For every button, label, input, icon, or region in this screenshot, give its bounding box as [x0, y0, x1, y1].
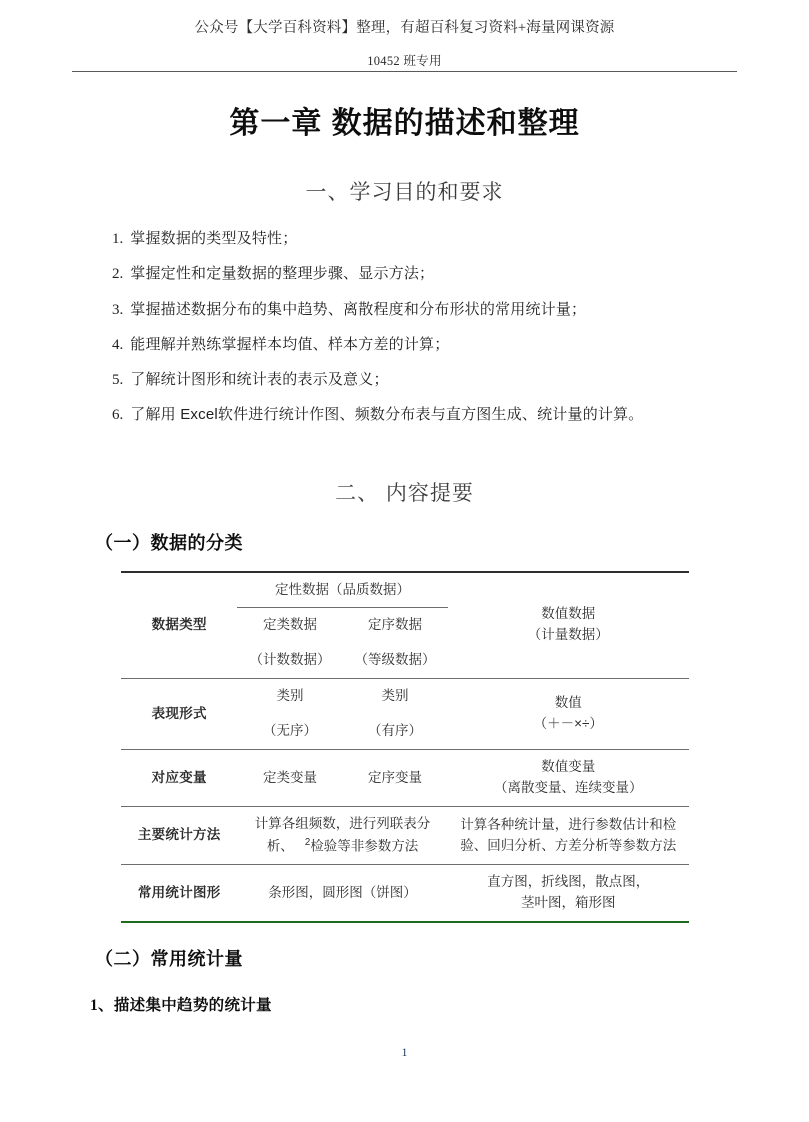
methods-text-part1: 计算各组频数，进行列联表分析、 [254, 815, 431, 854]
list-item [0, 406, 809, 424]
outline-heading: 二、 内容提要 [335, 481, 474, 505]
cell-methods-qualitative [237, 806, 447, 864]
cell-line: 直方图，折线图，散点图， [487, 874, 650, 890]
row-label-methods: 主要统计方法 [121, 806, 237, 864]
cell-data-type-nominal-2: （计数数据） [249, 652, 331, 668]
cell-line: （计量数据） [527, 627, 609, 643]
cell-line: 数值数据 [541, 606, 596, 622]
cell-form-numeric [448, 679, 689, 750]
list-item-text: 能理解并熟练掌握样本均值、样本方差的计算； [130, 335, 450, 353]
cell-line: （＋－×÷） [533, 716, 603, 732]
data-classification-table [121, 571, 689, 924]
subsection-heading-common-statistics: （二）常用统计量 [95, 949, 243, 970]
cell-data-type-ordinal-1: 定序数据 [343, 608, 448, 643]
cell-line: 数值变量 [541, 759, 596, 775]
objectives-list [0, 230, 809, 425]
header-qualitative: 定性数据（品质数据） [237, 572, 447, 608]
cell-form-ordinal-2: （有序） [368, 723, 423, 739]
running-header [72, 51, 737, 72]
row-label-data-type: 数据类型 [121, 572, 237, 679]
list-item-text: 掌握描述数据分布的集中趋势、离散程度和分布形状的常用统计量； [130, 300, 587, 318]
cell-line: （离散变量、连续变量） [494, 780, 643, 796]
list-item [0, 371, 809, 389]
promo-banner: 公众号【大学百科资料】整理，有超百科复习资料+海量网课资源 [194, 20, 615, 36]
table-row [121, 679, 689, 714]
subsubsection-text: 描述集中趋势的统计量 [113, 997, 272, 1015]
cell-line: 数值 [554, 695, 582, 711]
cell-variable-numeric [448, 750, 689, 807]
table-row [121, 806, 689, 864]
page-footer [0, 1045, 809, 1060]
cell-data-type-ordinal-2: （等级数据） [354, 652, 436, 668]
objectives-heading: 一、学习目的和要求 [305, 181, 504, 204]
row-label-charts: 常用统计图形 [121, 865, 237, 922]
list-item-text: 掌握数据的类型及特性； [130, 230, 298, 247]
page-number: 1 [401, 1045, 408, 1059]
subsubsection-index: 1、 [90, 997, 114, 1015]
list-item [0, 336, 809, 354]
list-item-number: 3. [112, 301, 124, 318]
chapter-title: 第一章 数据的描述和整理 [229, 107, 580, 140]
list-item-number: 4. [112, 336, 124, 353]
cell-form-ordinal-1: 类别 [343, 679, 448, 714]
list-item-number: 5. [112, 372, 124, 388]
cell-data-type-nominal-1: 定类数据 [237, 608, 342, 643]
cell-charts-qualitative: 条形图，圆形图（饼图） [237, 865, 447, 922]
row-label-form: 表现形式 [121, 679, 237, 750]
cell-methods-quantitative: 计算各种统计量，进行参数估计和检验、回归分析、方差分析等参数方法 [448, 806, 689, 864]
running-header-text: 10452 班专用 [367, 54, 442, 68]
list-item [0, 230, 809, 248]
table-row [121, 750, 689, 807]
data-classification-table-wrapper [0, 571, 809, 924]
row-label-variable: 对应变量 [121, 750, 237, 807]
list-item-number: 6. [112, 407, 124, 424]
cell-variable-nominal: 定类变量 [237, 750, 342, 807]
methods-superscript: 2 [304, 836, 311, 848]
subsection-heading-data-classification: （一）数据的分类 [95, 532, 243, 553]
cell-form-nominal-2: （无序） [262, 723, 317, 739]
list-item-text: 了解统计图形和统计表的表示及意义； [130, 371, 389, 388]
cell-charts-quantitative [448, 865, 689, 922]
cell-form-nominal-1: 类别 [237, 679, 342, 714]
list-item [0, 265, 809, 283]
list-item-number: 1. [112, 231, 124, 247]
methods-text-part2: 检验等非参数方法 [310, 838, 419, 854]
cell-variable-ordinal: 定序变量 [343, 750, 448, 807]
list-item-number: 2. [112, 266, 124, 283]
table-row [121, 572, 689, 608]
list-item-text: 掌握定性和定量数据的整理步骤、显示方法； [130, 265, 435, 283]
cell-data-type-numeric [448, 572, 689, 679]
cell-line: 茎叶图，箱形图 [521, 895, 616, 911]
subsubsection-heading-central-tendency [90, 993, 809, 1015]
table-row [121, 865, 689, 922]
list-item-text: 了解用 Excel软件进行统计作图、频数分布表与直方图生成、统计量的计算。 [130, 406, 644, 424]
list-item [0, 301, 809, 319]
